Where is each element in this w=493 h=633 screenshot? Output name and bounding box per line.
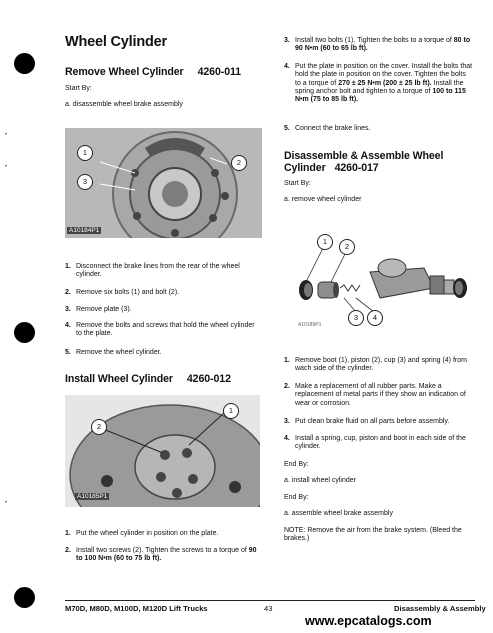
margin-mark: • — [5, 164, 8, 170]
note-text: NOTE: Remove the air from the brake system. (Bleed the brakes.) — [284, 527, 462, 543]
margin-mark: • — [5, 132, 8, 138]
start-by-item: a. disassemble wheel brake assembly — [65, 101, 183, 108]
callout-1: 1 — [223, 403, 239, 419]
figure-label: A10189P1 — [298, 322, 322, 328]
page-number: 43 — [264, 604, 273, 613]
callout-2: 2 — [91, 419, 107, 435]
callout-2: 2 — [339, 239, 355, 255]
wheel-brake-plate-illustration — [65, 128, 262, 238]
end-by-item: a. assemble wheel brake assembly — [284, 510, 393, 517]
remove-heading: Remove Wheel Cylinder 4260-011 — [65, 66, 241, 78]
callout-4: 4 — [367, 310, 383, 326]
page-title: Wheel Cylinder — [65, 34, 167, 50]
callout-1: 1 — [77, 145, 93, 161]
disassemble-heading: Disassemble & Assemble Wheel Cylinder 4260-017 — [284, 150, 444, 174]
punch-hole-bottom — [14, 587, 35, 608]
figure-label: A10184P1 — [69, 227, 100, 234]
install-figure-photo — [65, 395, 260, 507]
start-by-label: Start By: — [284, 180, 311, 187]
end-by-label: End By: — [284, 461, 309, 468]
watermark: www.epcatalogs.com — [305, 614, 432, 628]
callout-3: 3 — [77, 174, 93, 190]
punch-hole-middle — [14, 322, 35, 343]
margin-mark: • — [5, 500, 8, 506]
start-by-label: Start By: — [65, 85, 92, 92]
callout-3: 3 — [348, 310, 364, 326]
punch-hole-top — [14, 53, 35, 74]
figure-label: A10185P1 — [77, 493, 108, 500]
cylinder-parts-figure — [284, 228, 474, 338]
install-heading: Install Wheel Cylinder 4260-012 — [65, 373, 231, 385]
footer-rule — [65, 600, 475, 601]
end-by-label: End By: — [284, 494, 309, 501]
callout-1: 1 — [317, 234, 333, 250]
end-by-item: a. install wheel cylinder — [284, 477, 356, 484]
footer-models: M70D, M80D, M100D, M120D Lift Trucks — [65, 604, 208, 613]
footer-section: Disassembly & Assembly — [394, 604, 486, 613]
remove-figure-photo — [65, 128, 262, 238]
callout-2: 2 — [231, 155, 247, 171]
start-by-item: a. remove wheel cylinder — [284, 196, 362, 203]
